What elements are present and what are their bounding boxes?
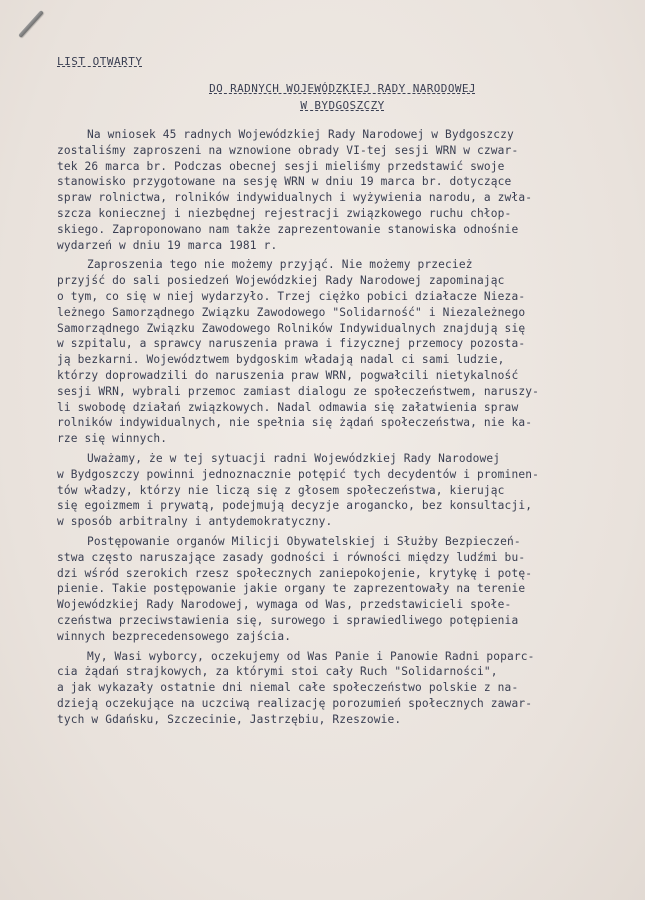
addressee-line-1: DO RADNYCH WOJEWÓDZKIEJ RADY NARODOWEJ [209, 82, 476, 95]
text-line: spraw rolnictwa, rolników indywidualnych i wyżywienia narodu, a zwła- [57, 191, 533, 205]
text-line: Uważamy, że w tej sytuacji radni Wojewódzkiej Rady Narodowej [87, 451, 501, 465]
text-line: pienie. Takie postępowanie jakie organy te zaprezentowały na terenie [57, 582, 526, 596]
text-line: w sposób arbitralny i antydemokratyczny. [57, 515, 333, 529]
text-line: rze się winnych. [57, 432, 168, 446]
text-line: szcza koniecznej i niezbędnej rejestracji związkowego ruchu chłop- [57, 206, 512, 220]
text-line: ją bezkarni. Województwem bydgoskim władają nadal ci sami ludzie, [57, 353, 505, 367]
text-line: Samorządnego Związku Zawodowego Rolników Indywidualnych znajdują się [57, 321, 526, 335]
text-line: sesji WRN, wybrali przemoc zamiast dialogu ze społeczeństwem, naruszy- [57, 384, 539, 398]
text-line: a jak wykazały ostatnie dni niemal całe społeczeństwo polskie z na- [57, 681, 519, 695]
text-line: stanowisko przygotowane na sesję WRN w dniu 19 marca br. dotyczące [57, 175, 512, 189]
text-line: zostaliśmy zaproszeni na wznowione obrady VI-tej sesji WRN w czwar- [57, 143, 519, 157]
text-line: tych w Gdańsku, Szczecinie, Jastrzębiu, Rzeszowie. [57, 712, 402, 726]
paragraph-1 [57, 127, 617, 253]
text-line: My, Wasi wyborcy, oczekujemy od Was Panie i Panowie Radni poparc- [87, 649, 535, 663]
text-line: dzieją oczekujące na uczciwą realizację porozumień społecznych zawar- [57, 696, 533, 710]
text-line: stwa często naruszające zasady godności i równości między ludźmi bu- [57, 550, 526, 564]
text-line: leżnego Samorządnego Związku Zawodowego "Solidarność" i Niezależnego [57, 305, 526, 319]
paragraph-3 [57, 451, 617, 530]
text-line: którzy doprowadzili do naruszenia praw WRN, pogwałcili nietykalność [57, 368, 519, 382]
text-line: Wojewódzkiej Rady Narodowej, wymaga od Was, przedstawicieli społe- [57, 598, 512, 612]
text-line: li swobodę działań związkowych. Nadal odmawia się załatwienia spraw [57, 400, 519, 414]
text-line: przyjść do sali posiedzeń Wojewódzkiej Rady Narodowej zapominając [57, 274, 505, 288]
text-line: wydarzeń w dniu 19 marca 1981 r. [57, 238, 278, 252]
text-line: w szpitalu, a sprawcy naruszenia prawa i fizycznej przemocy pozosta- [57, 337, 526, 351]
paragraph-5 [57, 649, 617, 728]
text-line: Na wniosek 45 radnych Wojewódzkiej Rady Narodowej w Bydgoszczy [87, 128, 514, 141]
text-line: o tym, co się w niej wydarzyło. Trzej ciężko pobici działacze Nieza- [57, 289, 526, 303]
text-line: dzi wśród szerokich rzesz społecznych zaniepokojenie, krytykę i potę- [57, 566, 533, 580]
text-line: się egoizmem i prywatą, podejmują decyzje arogancko, bez konsultacji, [57, 499, 533, 513]
text-line: skiego. Zaproponowano nam także zaprezentowanie stanowiska odnośnie [57, 222, 519, 236]
text-line: Postępowanie organów Milicji Obywatelskiej i Służby Bezpieczeń- [87, 534, 521, 548]
letter-body [57, 127, 617, 727]
text-line: winnych bezprecedensowego zajścia. [57, 629, 292, 643]
staple-mark [18, 10, 44, 38]
addressee-line-2: W BYDGOSZCZY [300, 99, 385, 112]
text-line: czeństwa przeciwstawienia się, surowego i sprawiedliwego potępienia [57, 613, 519, 627]
text-line: w Bydgoszczy powinni jednoznacznie potępić tych decydentów i prominen- [57, 467, 539, 481]
text-line: rolników indywidualnych, nie spełnia się żądań społeczeństwa, nie ka- [57, 416, 533, 430]
text-line: tów władzy, którzy nie liczą się z głosem społeczeństwa, kierując [57, 483, 505, 497]
text-line: Zaproszenia tego nie możemy przyjąć. Nie możemy przecież [87, 258, 473, 272]
text-line: cia żądań strajkowych, za którymi stoi cały Ruch "Solidarności", [57, 665, 498, 679]
paragraph-2 [57, 257, 617, 447]
paragraph-4 [57, 534, 617, 645]
document-title: LIST OTWARTY [57, 55, 143, 68]
text-line: tek 26 marca br. Podczas obecnej sesji mieliśmy przedstawić swoje [57, 159, 505, 173]
